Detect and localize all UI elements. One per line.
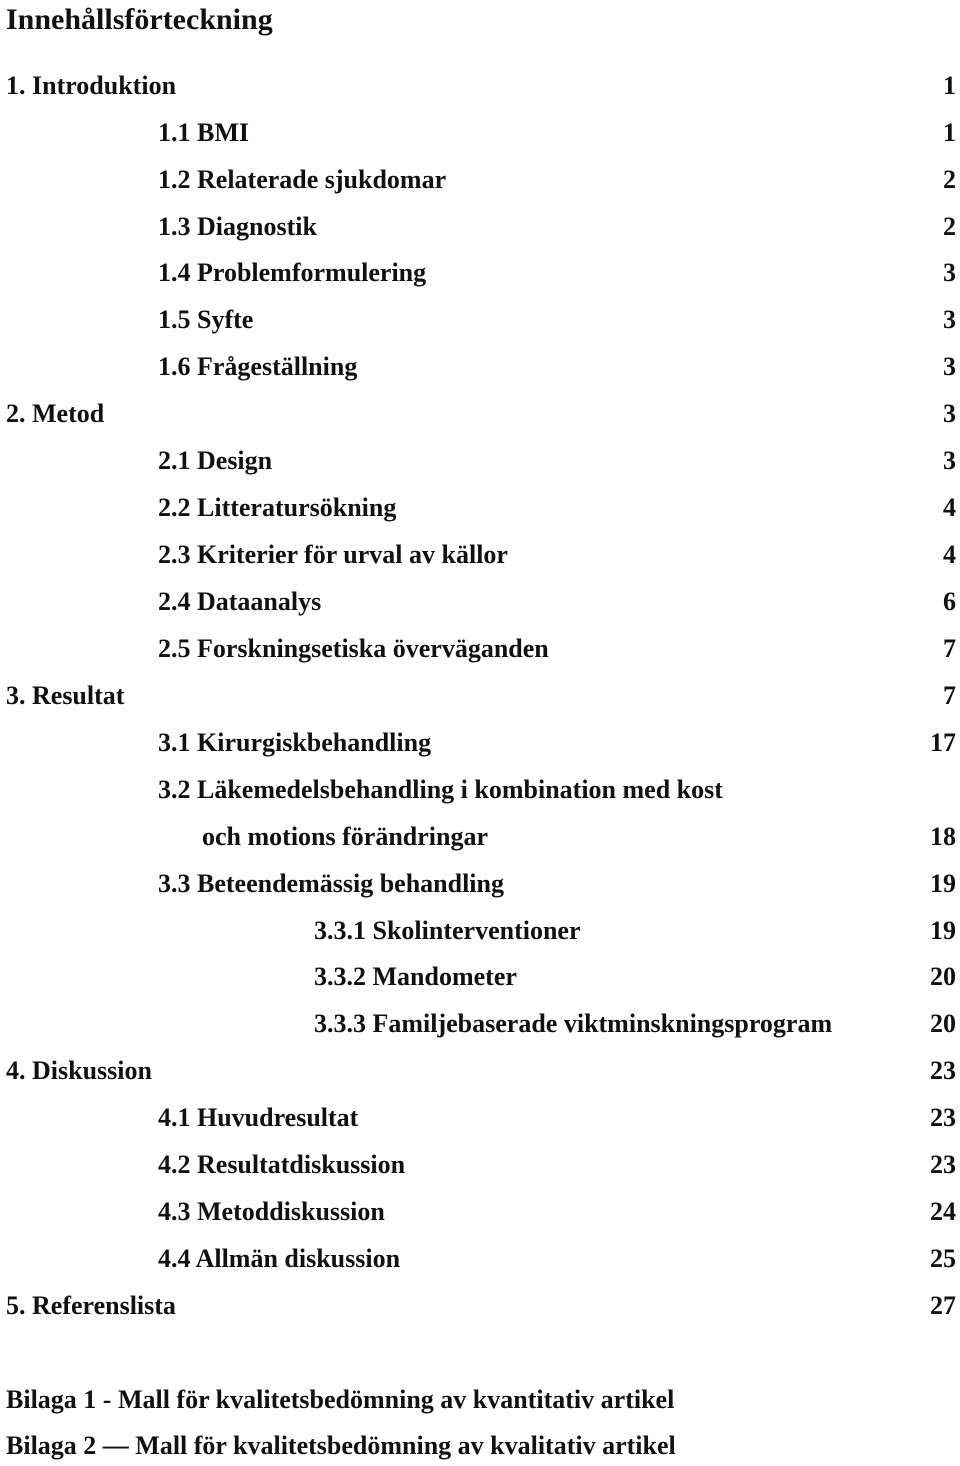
appendix-2: Bilaga 2 — Mall för kvalitetsbedömning av kvalitativ artikel [6, 1431, 676, 1460]
toc-entry-page: 2 [943, 165, 956, 194]
toc-entry-label: 3.2 Läkemedelsbehandling i kombination med kost [158, 775, 723, 804]
toc-entry-page: 6 [943, 587, 956, 616]
toc-entry-label: 1.3 Diagnostik [158, 212, 317, 241]
toc-entry-label: 3. Resultat [6, 681, 125, 710]
toc-entry-page: 25 [930, 1244, 956, 1273]
toc-entry-label: 3.3.2 Mandometer [314, 962, 517, 991]
toc-entry-page: 20 [930, 962, 956, 991]
toc-entry-label: 4.3 Metoddiskussion [158, 1197, 385, 1226]
toc-title: Innehållsförteckning [6, 3, 273, 36]
toc-entry-page: 19 [930, 869, 956, 898]
toc-entry-page: 3 [943, 352, 956, 381]
toc-entry-label: 1.4 Problemformulering [158, 258, 427, 287]
toc-entry-label: 1.2 Relaterade sjukdomar [158, 165, 447, 194]
toc-entry-page: 23 [930, 1150, 956, 1179]
toc-entry-label: 2.2 Litteratursökning [158, 493, 397, 522]
toc-entry-label: 2.5 Forskningsetiska överväganden [158, 634, 549, 663]
toc-entry-label: 3.3.1 Skolinterventioner [314, 916, 581, 945]
toc-entry-page: 20 [930, 1009, 956, 1038]
toc-entry-page: 23 [930, 1056, 956, 1085]
toc-entry-label: 1.6 Frågeställning [158, 352, 358, 381]
toc-entry-page: 18 [930, 822, 956, 851]
toc-entry-label: 3.1 Kirurgiskbehandling [158, 728, 432, 757]
toc-entry-page: 1 [943, 71, 956, 100]
toc-entry-page: 3 [943, 305, 956, 334]
toc-entry-label: 3.3 Beteendemässig behandling [158, 869, 504, 898]
toc-entry-page: 4 [943, 540, 956, 569]
toc-entry-page: 19 [930, 916, 956, 945]
toc-entry-label: 2.4 Dataanalys [158, 587, 322, 616]
toc-entry-label: 4.4 Allmän diskussion [158, 1244, 401, 1273]
toc-entry-page: 24 [930, 1197, 956, 1226]
toc-entry-label: 4. Diskussion [6, 1056, 152, 1085]
toc-entry-page: 4 [943, 493, 956, 522]
toc-entry-label: 1.5 Syfte [158, 305, 254, 334]
toc-entry-page: 3 [943, 258, 956, 287]
toc-entry-label: 1. Introduktion [6, 71, 177, 100]
toc-entry-page: 17 [930, 728, 956, 757]
toc-entry-page: 3 [943, 446, 956, 475]
toc-entry-page: 2 [943, 212, 956, 241]
appendix-1: Bilaga 1 - Mall för kvalitetsbedömning av kvantitativ artikel [6, 1385, 675, 1414]
toc-entry-label: 2.3 Kriterier för urval av källor [158, 540, 508, 569]
toc-entry-label: 5. Referenslista [6, 1291, 176, 1320]
toc-entry-page: 27 [930, 1291, 956, 1320]
toc-entry-label: 4.2 Resultatdiskussion [158, 1150, 406, 1179]
toc-entry-page: 3 [943, 399, 956, 428]
toc-entry-page: 7 [943, 681, 956, 710]
toc-entry-page: 7 [943, 634, 956, 663]
toc-entry-label: 2.1 Design [158, 446, 273, 475]
toc-entry-label: och motions förändringar [202, 822, 488, 851]
toc-entry-label: 1.1 BMI [158, 118, 249, 147]
toc-entry-label: 2. Metod [6, 399, 105, 428]
toc-entry-page: 1 [943, 118, 956, 147]
toc-entry-page: 23 [930, 1103, 956, 1132]
toc-entry-label: 3.3.3 Familjebaserade viktminskningsprogram [314, 1009, 833, 1038]
toc-entry-label: 4.1 Huvudresultat [158, 1103, 359, 1132]
